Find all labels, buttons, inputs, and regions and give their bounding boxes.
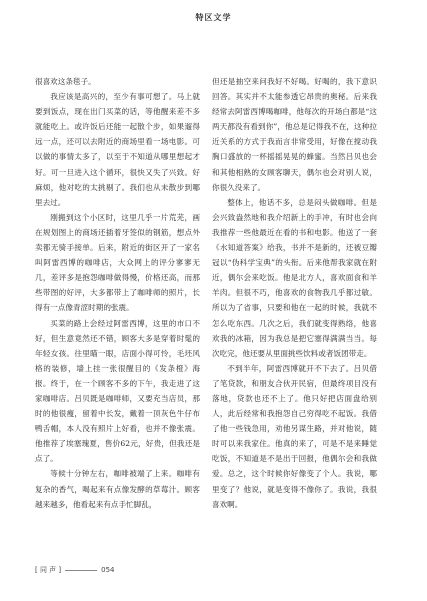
paragraph: 整体上，他话不多，总是闷头做咖啡。但是会兴致盎然地和我介绍新上的手冲，有时也会向我推荐一些他最近在看的书和电影。他送了一套《水知道答案》给我，书并不是新的，还被豆瓣冠以“伪科学宝典”的头衔。后来他帮我家就在附近，偶尔会来吃饭。他是北方人，喜欢面食和羊羊肉。但很不巧，他喜欢的食物我几乎都过敏。所以为了省事，只要和他在一起的时候，我就不怎么吃东西。几次之后，我们就变得熟络，他喜欢我的冰箱，因为我总是把它塞得满满当当。每次吃完，他还要从里面挑些饮料或者饭团带走。 — [212, 197, 377, 358]
journal-title: 特区文学 — [195, 12, 232, 22]
right-text-column — [212, 74, 377, 512]
page-footer — [35, 565, 115, 575]
paragraph: 等候十分钟左右，咖啡被端了上来。咖啡有复杂的香气，喝起来有点像发酵的草莓汁。顾客越来越多，他看起来有点手忙脚乱， — [35, 469, 200, 509]
paragraph: 刚搬到这个小区时，这里几乎一片荒芜，画在规划图上的商场还插着牙签似的钢筋，想点外卖都无骑手接单。后来，附近的街区开了一家名叫阿雷西博的咖啡店，大众网上的评分寥寥无几，差评多是抱怨咖啡做得慢，价格还高，而那些带图的好评，大多都带上了咖啡师的照片，长得有一点像青涩时期的张震。 — [35, 212, 200, 313]
paragraph: 买菜的路上会经过阿雷西博，这里的市口不好，但生意竟然还不错，顾客大多是穿着时髦的年轻女孩。往里瞄一眼，店面小得可怜，毛坯风格的装修，墙上挂一张很醒目的《发条橙》海报。终于，在一个顾客不多的下午，我走进了这家咖啡店。吕贝既是咖啡师，又要充当店员，那时的他很瘦，留着中长发，戴着一顶灰色牛仔布鸭舌帽，本人没有照片上好看，也并不像张震。他推荐了埃塞瑰夏，售价62元，好贵，但我还是点了。 — [35, 318, 200, 464]
paragraph: 我应该是高兴的，至少有事可想了。马上就要到饭点，现在出门买菜的话，等他醒来差不多就能吃上。或许饭后还能一起散个步，如果遛得远一点，还可以去附近的商场里看一场电影。可以做的事情太多了，以至于不知道从哪里想起才好。可一旦进入这个循环，很快又失了兴致。好麻烦，他对吃的太挑剔了。我们也从未散步到哪里去过。 — [35, 92, 200, 207]
section-label: [ 同 声 ] — [35, 566, 62, 574]
left-text-column — [35, 74, 200, 512]
footer-divider — [65, 570, 97, 571]
page-number: 054 — [101, 566, 115, 574]
paragraph: 不到半年，阿雷西博就开不下去了。吕贝借了笔贷款，和朋友合伙开民宿，但最终项目没有落地，贷款也还不上了。他只好把店面盘给别人，此后经常和我抱怨自己穷得吃不起饭。我借了他一些钱急用，劝他另谋生路，并对他说，随时可以来我家住。他真的来了，可是不是来睡觉吃饭，不知道是不是出于回报，他偶尔会和我做爱。总之，这个时候你好像变了个人。我说，哪里变了？他说，就是变得不像你了。我说，我很喜欢啊。 — [212, 363, 377, 509]
paragraph: 很喜欢这条毯子。 — [35, 77, 96, 86]
paragraph: 但还是抽空来问我好不好喝。好喝的，我下意识回答。其实并不太能参透它昂贵的奥秘。后来我经常去阿雷西博喝咖啡，他每次的开场白都是“这两天都没有看到你”，他总是记得我不在，这种拉近关系的方式于我而言非常受用，好像在搅动我胸口盛放的一杯摇摇晃晃的蜂蜜。当然吕贝也会和其他相熟的女顾客聊天，偶尔也会对别人说，你很久没来了。 — [212, 77, 377, 192]
